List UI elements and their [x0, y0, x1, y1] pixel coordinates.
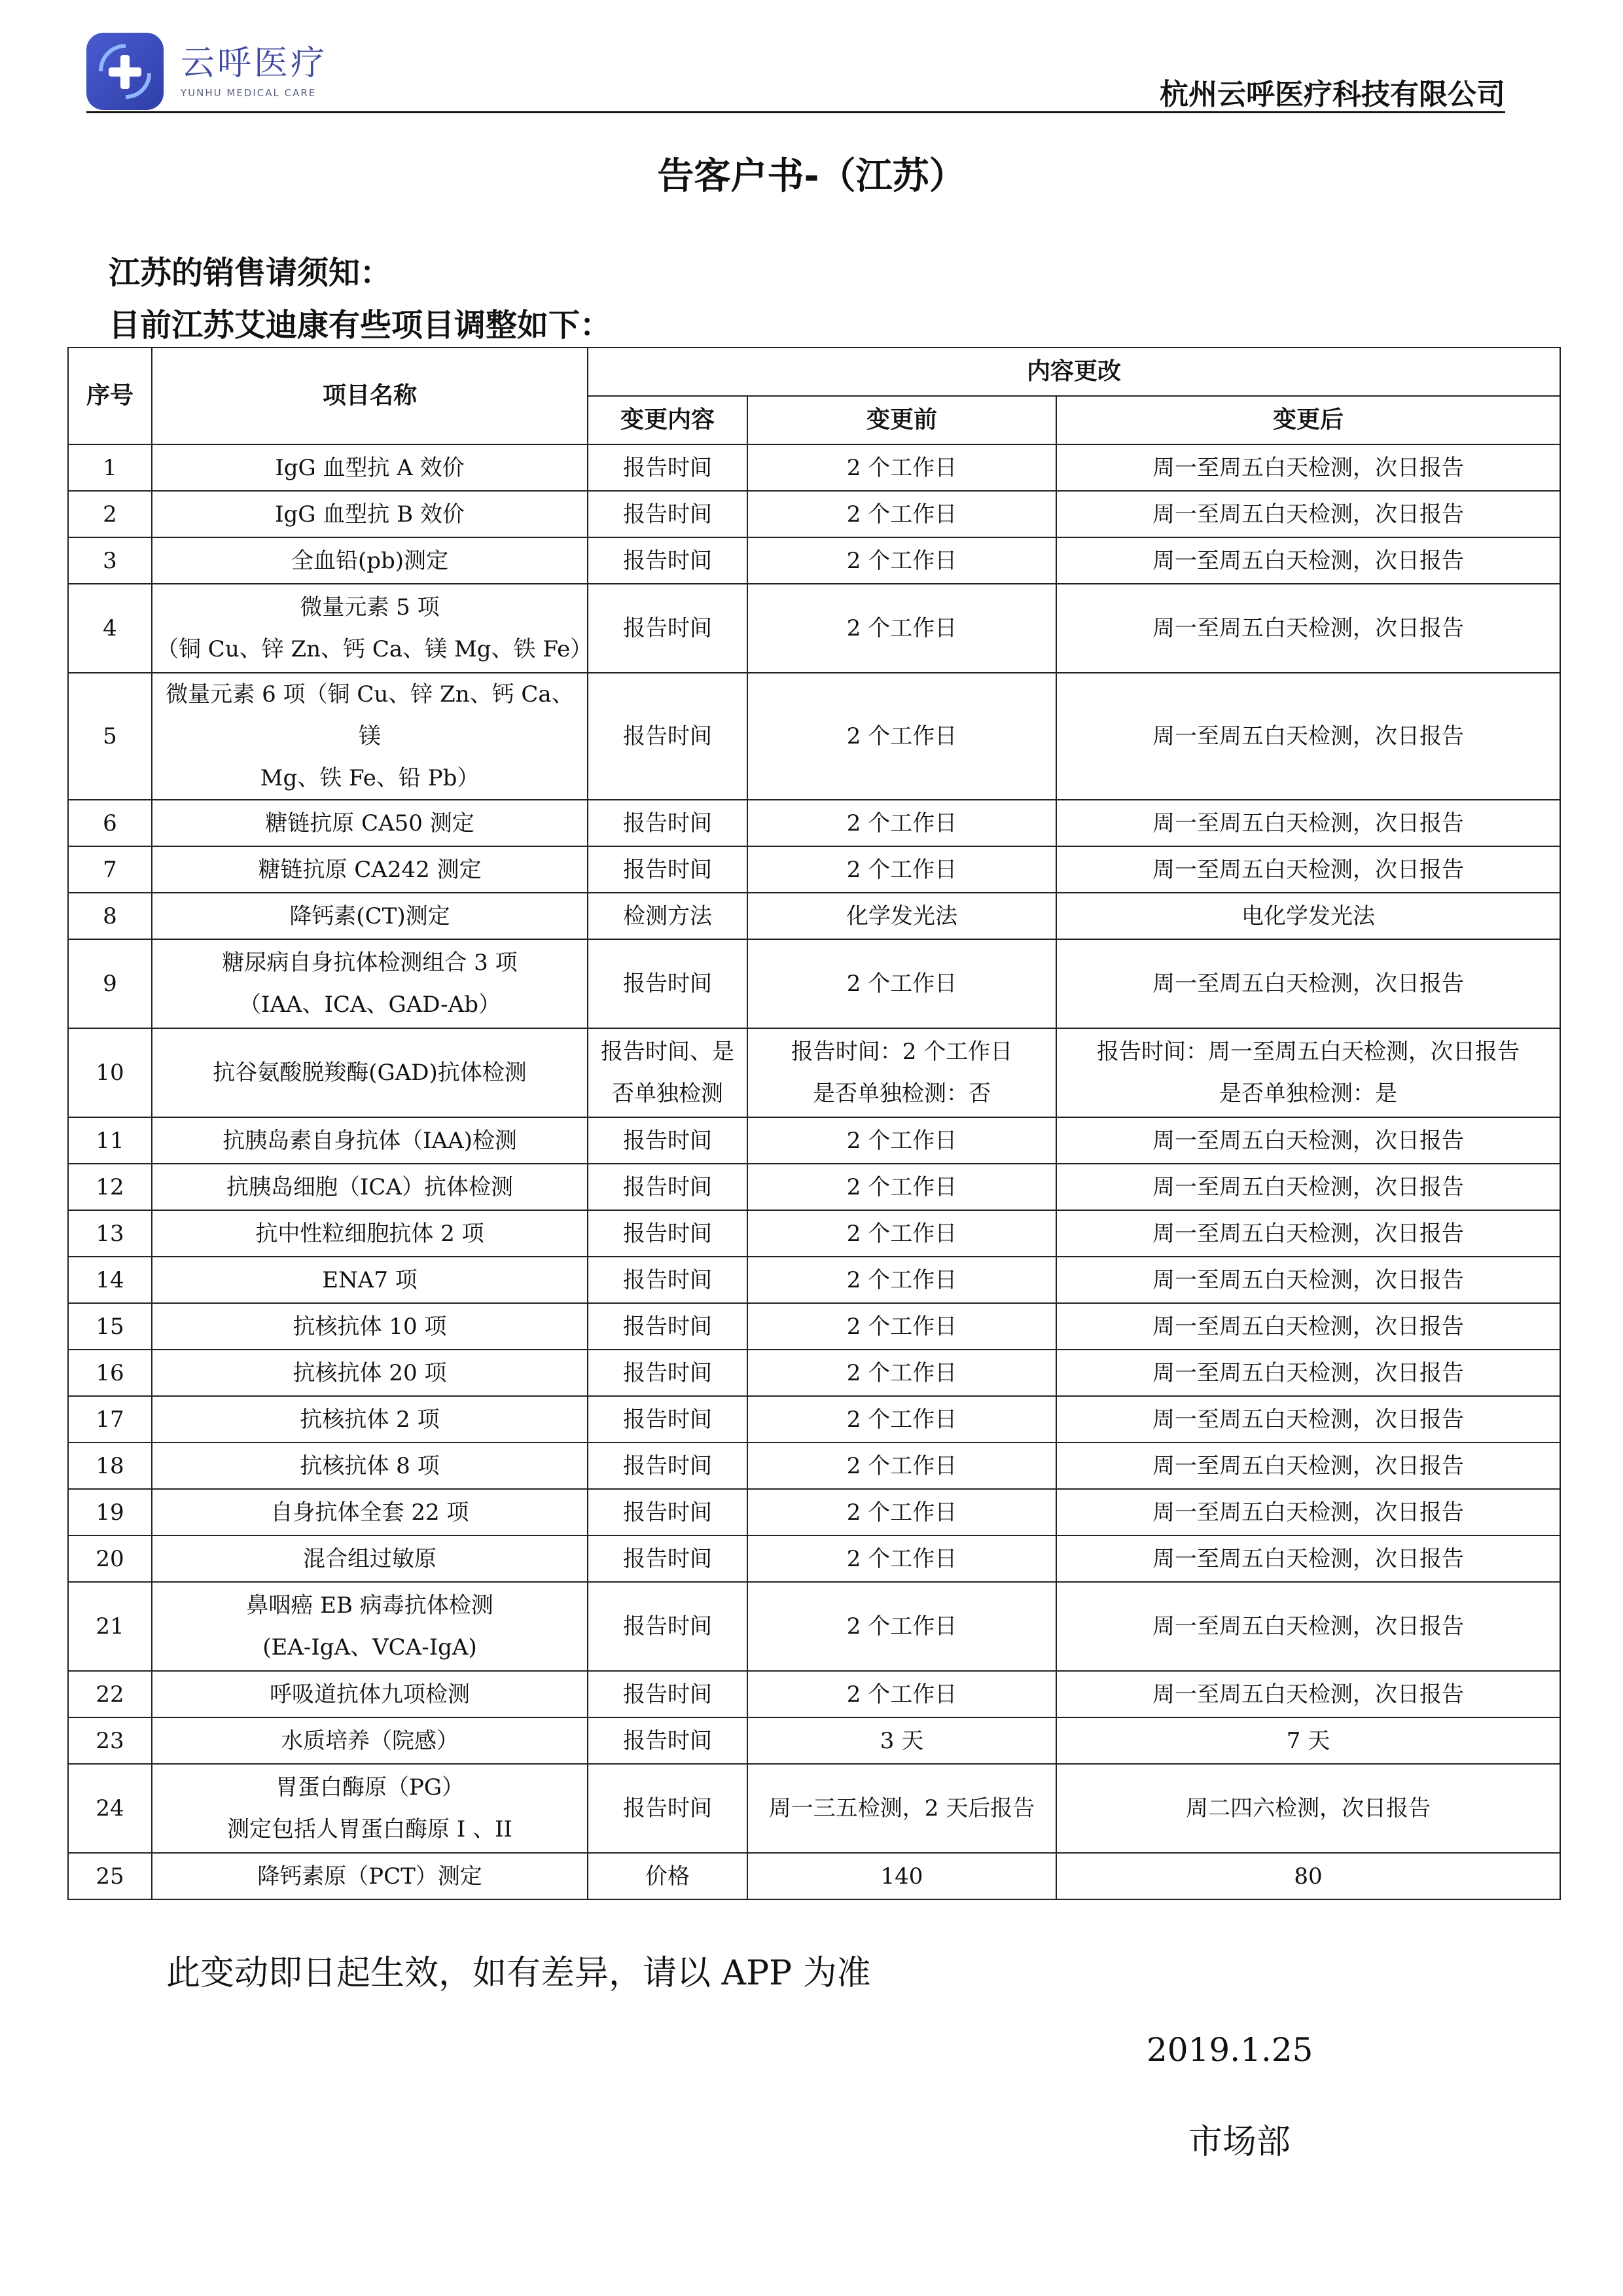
cell-after: [1056, 1350, 1560, 1396]
cell-after-line: 周一至周五白天检测，次日报告: [1152, 547, 1464, 574]
cell-no: 12: [68, 1164, 152, 1210]
table-row: [68, 444, 1560, 491]
cell-item-name: [152, 939, 588, 1028]
cell-no: 15: [68, 1303, 152, 1350]
cell-no: 16: [68, 1350, 152, 1396]
cell-no: 11: [68, 1117, 152, 1164]
cell-before-line: 2 个工作日: [846, 1406, 957, 1433]
cell-no: 6: [68, 800, 152, 846]
cell-no: 8: [68, 893, 152, 939]
cell-item-name: [152, 1028, 588, 1117]
table-row: [68, 1210, 1560, 1257]
cell-after: [1056, 491, 1560, 537]
cell-before: [747, 1717, 1056, 1764]
header-divider: [86, 111, 1505, 113]
cell-item-name: [152, 893, 588, 939]
table-row: [68, 584, 1560, 673]
cell-change-type-line: 报告时间、是: [601, 1039, 734, 1065]
cell-change-type-line: 报告时间: [623, 1681, 712, 1708]
cell-change-type-line: 报告时间: [623, 1795, 712, 1821]
header-change: 变更内容: [588, 396, 747, 444]
cell-item-name: [152, 584, 593, 673]
cell-before-line: 2 个工作日: [846, 723, 957, 749]
cell-item-name: [152, 1671, 588, 1717]
cell-item-name: [152, 800, 588, 846]
cell-change-type-line: 报告时间: [623, 547, 712, 574]
changes-table: [67, 347, 1561, 1900]
cell-item-name: [152, 1396, 588, 1443]
intro-line-1: 江苏的销售请须知：: [109, 255, 392, 291]
cell-item-name-line: ENA7 项: [322, 1266, 418, 1293]
cell-after: [1056, 1489, 1560, 1535]
cell-no: 19: [68, 1489, 152, 1535]
cell-change-type: [588, 1028, 747, 1117]
cell-after: [1056, 444, 1560, 491]
cell-change-type-line: 报告时间: [623, 1127, 712, 1154]
cell-after-line: 周一至周五白天检测，次日报告: [1152, 1313, 1464, 1340]
cell-item-name-line: 鼻咽癌 EB 病毒抗体检测: [246, 1592, 493, 1619]
cell-before: [747, 1582, 1056, 1671]
cell-before: [747, 893, 1056, 939]
cell-item-name: [152, 1303, 588, 1350]
cell-after-line: 周一至周五白天检测，次日报告: [1152, 971, 1464, 997]
table-row: [68, 673, 1560, 800]
logo-english-name: YUNHU MEDICAL CARE: [181, 86, 317, 99]
cell-item-name: [152, 491, 588, 537]
cell-item-name-line: 微量元素 5 项: [300, 594, 440, 620]
cell-change-type-line: 价格: [645, 1863, 690, 1890]
cell-after: [1056, 1396, 1560, 1443]
cell-item-name-line: 胃蛋白酶原（PG）: [275, 1774, 465, 1801]
cell-item-name: [152, 1350, 588, 1396]
cell-after-line: 周一至周五白天检测，次日报告: [1152, 501, 1464, 528]
table-body: [68, 444, 1560, 1899]
company-logo: [86, 30, 327, 112]
cell-before-line: 2 个工作日: [846, 501, 957, 528]
cell-after: [1056, 1117, 1560, 1164]
cell-after: [1056, 1764, 1560, 1853]
cell-before: [747, 1164, 1056, 1210]
cell-before: [747, 1535, 1056, 1582]
cell-before-line: 2 个工作日: [846, 1452, 957, 1479]
intro-line-2: 目前江苏艾迪康有些项目调整如下：: [109, 307, 612, 344]
cell-change-type: [588, 1117, 747, 1164]
cell-after: [1056, 1303, 1560, 1350]
cell-no: 18: [68, 1443, 152, 1489]
cell-item-name-line: 抗中性粒细胞抗体 2 项: [255, 1220, 484, 1247]
document-title: 告客户书-（江苏）: [657, 155, 966, 198]
cell-before-line: 2 个工作日: [846, 1313, 957, 1340]
cell-change-type-line: 报告时间: [623, 615, 712, 641]
cell-item-name: [152, 537, 588, 584]
cell-no: 17: [68, 1396, 152, 1443]
header-no: 序号: [68, 348, 152, 444]
cell-change-type-line: 否单独检测: [612, 1081, 723, 1107]
cell-change-type: [588, 1764, 747, 1853]
cell-item-name-line: 抗谷氨酸脱羧酶(GAD)抗体检测: [213, 1060, 527, 1086]
table-row: [68, 1396, 1560, 1443]
cell-item-name-line: 抗胰岛素自身抗体（IAA)检测: [223, 1127, 517, 1154]
cell-change-type: [588, 893, 747, 939]
table-row: [68, 1117, 1560, 1164]
cell-before: [747, 1853, 1056, 1899]
cell-item-name: [152, 1535, 588, 1582]
cell-after: [1056, 1717, 1560, 1764]
cell-before: [747, 1210, 1056, 1257]
cell-before-line: 报告时间：2 个工作日: [791, 1039, 1013, 1065]
cell-change-type-line: 报告时间: [623, 1613, 712, 1640]
cell-no: 22: [68, 1671, 152, 1717]
cell-change-type-line: 报告时间: [623, 1220, 712, 1247]
cell-no: 21: [68, 1582, 152, 1671]
cell-before: [747, 444, 1056, 491]
cell-change-type-line: 报告时间: [623, 1174, 712, 1200]
table-row: [68, 1853, 1560, 1899]
cell-change-type: [588, 673, 747, 800]
cell-before-line: 2 个工作日: [846, 1127, 957, 1154]
department-signature: 市场部: [1188, 2123, 1291, 2162]
cell-change-type: [588, 1210, 747, 1257]
cell-after: [1056, 1257, 1560, 1303]
cell-item-name: [152, 1443, 588, 1489]
table-row: [68, 1717, 1560, 1764]
cell-no: 2: [68, 491, 152, 537]
cell-change-type: [588, 939, 747, 1028]
cell-change-type: [588, 800, 747, 846]
cell-no: 3: [68, 537, 152, 584]
table-row: [68, 537, 1560, 584]
cell-item-name: [152, 1257, 588, 1303]
cell-item-name-line: 混合组过敏原: [303, 1545, 437, 1572]
cell-before: [747, 939, 1056, 1028]
cell-no: 7: [68, 846, 152, 893]
cell-item-name-line: 降钙素(CT)测定: [289, 903, 450, 929]
cell-change-type-line: 报告时间: [623, 1545, 712, 1572]
cell-before-line: 2 个工作日: [846, 547, 957, 574]
table-row: [68, 1350, 1560, 1396]
cell-item-name: [152, 1853, 588, 1899]
cell-change-type: [588, 537, 747, 584]
cell-item-name: [152, 846, 588, 893]
cell-item-name-line: 糖尿病自身抗体检测组合 3 项: [222, 950, 518, 976]
table-row: [68, 1764, 1560, 1853]
cell-after-line: 周一至周五白天检测，次日报告: [1152, 1174, 1464, 1200]
cell-after-line: 周一至周五白天检测，次日报告: [1152, 723, 1464, 749]
cell-no: 10: [68, 1028, 152, 1117]
cell-item-name-line: 糖链抗原 CA50 测定: [265, 810, 474, 836]
cell-before-line: 2 个工作日: [846, 1499, 957, 1526]
table-row: [68, 1164, 1560, 1210]
cell-before-line: 2 个工作日: [846, 454, 957, 481]
cell-before-line: 2 个工作日: [846, 1266, 957, 1293]
cell-before-line: 周一三五检测，2 天后报告: [768, 1795, 1035, 1821]
cell-change-type: [588, 1582, 747, 1671]
cell-change-type: [588, 1853, 747, 1899]
table-row: [68, 1489, 1560, 1535]
cell-item-name-line: 呼吸道抗体九项检测: [270, 1681, 470, 1708]
cell-change-type-line: 报告时间: [623, 856, 712, 883]
cell-no: 4: [68, 584, 152, 673]
cell-after-line: 周一至周五白天检测，次日报告: [1152, 1359, 1464, 1386]
table-row: [68, 893, 1560, 939]
cell-after-line: 周二四六检测，次日报告: [1186, 1795, 1431, 1821]
cell-before-line: 2 个工作日: [846, 1359, 957, 1386]
cell-before-line: 2 个工作日: [846, 1545, 957, 1572]
cell-item-name-line: 自身抗体全套 22 项: [270, 1499, 469, 1526]
cell-no: 20: [68, 1535, 152, 1582]
cell-item-name-line: 测定包括人胃蛋白酶原 I 、II: [227, 1816, 512, 1842]
cell-item-name: [152, 1717, 588, 1764]
cell-change-type-line: 报告时间: [623, 1313, 712, 1340]
table-row: [68, 1257, 1560, 1303]
cell-no: 9: [68, 939, 152, 1028]
cell-before: [747, 491, 1056, 537]
cell-no: 13: [68, 1210, 152, 1257]
cell-before-line: 2 个工作日: [846, 1613, 957, 1640]
cell-after-line: 周一至周五白天检测，次日报告: [1152, 1127, 1464, 1154]
cell-item-name-line: 降钙素原（PCT）测定: [257, 1863, 482, 1890]
cell-change-type: [588, 1396, 747, 1443]
cell-before: [747, 584, 1056, 673]
cell-before-line: 3 天: [880, 1727, 924, 1754]
cell-after: [1056, 673, 1560, 800]
table-row: [68, 1582, 1560, 1671]
cell-after-line: 周一至周五白天检测，次日报告: [1152, 1613, 1464, 1640]
cell-before-line: 2 个工作日: [846, 1220, 957, 1247]
cell-no: 5: [68, 673, 152, 800]
logo-chinese-name: 云呼医疗: [181, 43, 328, 83]
company-name: 杭州云呼医疗科技有限公司: [1160, 78, 1505, 111]
cell-after: [1056, 1164, 1560, 1210]
cell-before: [747, 1028, 1056, 1117]
cell-before: [747, 1350, 1056, 1396]
table-row: [68, 1028, 1560, 1117]
cell-change-type: [588, 491, 747, 537]
logo-cross-icon: [86, 33, 164, 110]
cell-change-type: [588, 584, 747, 673]
cell-item-name-line: 抗核抗体 20 项: [293, 1359, 447, 1386]
cell-change-type: [588, 846, 747, 893]
cell-after-line: 周一至周五白天检测，次日报告: [1152, 1406, 1464, 1433]
document-date: 2019.1.25: [1147, 2031, 1313, 2069]
cell-item-name-line: （IAA、ICA、GAD-Ab）: [239, 992, 501, 1018]
cell-before-line: 2 个工作日: [846, 1681, 957, 1708]
cell-after: [1056, 800, 1560, 846]
cell-before: [747, 1489, 1056, 1535]
cell-change-type: [588, 1443, 747, 1489]
table-row: [68, 1303, 1560, 1350]
header-after: 变更后: [1056, 396, 1560, 444]
cell-no: 25: [68, 1853, 152, 1899]
cell-after-line: 周一至周五白天检测，次日报告: [1152, 810, 1464, 836]
cell-after: [1056, 584, 1560, 673]
cell-change-type: [588, 1257, 747, 1303]
cell-after-line: 周一至周五白天检测，次日报告: [1152, 1499, 1464, 1526]
cell-before: [747, 1117, 1056, 1164]
cell-change-type-line: 报告时间: [623, 1499, 712, 1526]
table-row: [68, 846, 1560, 893]
cell-item-name: [152, 1164, 588, 1210]
cell-before-line: 2 个工作日: [846, 971, 957, 997]
header-before: 变更前: [747, 396, 1056, 444]
cell-after-line: 80: [1294, 1863, 1323, 1890]
cell-change-type-line: 报告时间: [623, 1727, 712, 1754]
cell-no: 24: [68, 1764, 152, 1853]
cell-after: [1056, 1671, 1560, 1717]
cell-after-line: 报告时间：周一至周五白天检测，次日报告: [1097, 1039, 1520, 1065]
cell-after: [1056, 846, 1560, 893]
cell-after: [1056, 1443, 1560, 1489]
cell-change-type: [588, 1164, 747, 1210]
table-row: [68, 800, 1560, 846]
page-header: [0, 0, 1623, 115]
table-row: [68, 1535, 1560, 1582]
cell-before: [747, 1443, 1056, 1489]
cell-change-type: [588, 1350, 747, 1396]
cell-item-name-line: 微量元素 6 项（铜 Cu、锌 Zn、钙 Ca、镁: [166, 681, 574, 749]
cell-item-name-line: IgG 血型抗 A 效价: [275, 454, 465, 481]
cell-before-line: 化学发光法: [846, 903, 957, 929]
cell-after-line: 电化学发光法: [1241, 903, 1375, 929]
cell-change-type: [588, 1489, 747, 1535]
cell-after: [1056, 1535, 1560, 1582]
cell-change-type-line: 报告时间: [623, 810, 712, 836]
cell-item-name-line: IgG 血型抗 B 效价: [275, 501, 465, 528]
cell-before: [747, 537, 1056, 584]
cell-after: [1056, 1028, 1560, 1117]
cell-before-line: 2 个工作日: [846, 810, 957, 836]
cell-before: [747, 1396, 1056, 1443]
cell-after-line: 7 天: [1286, 1727, 1330, 1754]
cell-change-type-line: 报告时间: [623, 1406, 712, 1433]
cell-item-name: [152, 673, 588, 800]
cell-change-type: [588, 1717, 747, 1764]
cell-item-name: [152, 1117, 588, 1164]
cell-no: 23: [68, 1717, 152, 1764]
cell-item-name-line: 抗核抗体 8 项: [300, 1452, 440, 1479]
cell-change-type-line: 报告时间: [623, 454, 712, 481]
cell-before: [747, 1303, 1056, 1350]
cell-change-type-line: 检测方法: [623, 903, 712, 929]
cell-change-type-line: 报告时间: [623, 1359, 712, 1386]
cell-before: [747, 846, 1056, 893]
cell-before-line: 是否单独检测：否: [813, 1081, 991, 1107]
cell-before-line: 2 个工作日: [846, 856, 957, 883]
header-name: 项目名称: [152, 348, 588, 444]
cell-change-type: [588, 1535, 747, 1582]
header-content-change: 内容更改: [588, 348, 1560, 396]
cell-after: [1056, 1210, 1560, 1257]
cell-before-line: 2 个工作日: [846, 615, 957, 641]
cell-after: [1056, 1853, 1560, 1899]
cell-item-name-line: 抗核抗体 2 项: [300, 1406, 440, 1433]
cell-item-name: [152, 444, 588, 491]
cell-item-name-line: 水质培养（院感）: [281, 1727, 459, 1754]
cell-item-name-line: (EA-IgA、VCA-IgA): [262, 1634, 477, 1660]
cell-item-name: [152, 1764, 588, 1853]
table-row: [68, 1671, 1560, 1717]
cell-item-name-line: 抗胰岛细胞（ICA）抗体检测: [226, 1174, 513, 1200]
cell-change-type: [588, 444, 747, 491]
table-row: [68, 939, 1560, 1028]
cell-change-type-line: 报告时间: [623, 971, 712, 997]
cell-after-line: 是否单独检测：是: [1219, 1081, 1397, 1107]
cell-change-type-line: 报告时间: [623, 501, 712, 528]
cell-item-name-line: Mg、铁 Fe、铅 Pb）: [260, 765, 480, 791]
cell-change-type: [588, 1671, 747, 1717]
cell-after: [1056, 1582, 1560, 1671]
cell-item-name: [152, 1489, 588, 1535]
effective-notice: 此变动即日起生效，如有差异，请以 APP 为准: [166, 1954, 871, 1993]
cell-before-line: 140: [880, 1863, 923, 1890]
cell-change-type-line: 报告时间: [623, 1452, 712, 1479]
cell-change-type-line: 报告时间: [623, 1266, 712, 1293]
cell-before: [747, 1764, 1056, 1853]
cell-before: [747, 1671, 1056, 1717]
cell-item-name: [152, 1210, 588, 1257]
cell-after-line: 周一至周五白天检测，次日报告: [1152, 454, 1464, 481]
cell-item-name-line: （铜 Cu、锌 Zn、钙 Ca、镁 Mg、铁 Fe）: [156, 636, 593, 662]
cell-change-type: [588, 1303, 747, 1350]
cell-after-line: 周一至周五白天检测，次日报告: [1152, 1545, 1464, 1572]
cell-after: [1056, 893, 1560, 939]
cell-after-line: 周一至周五白天检测，次日报告: [1152, 856, 1464, 883]
table-row: [68, 491, 1560, 537]
cell-after-line: 周一至周五白天检测，次日报告: [1152, 1452, 1464, 1479]
cell-before-line: 2 个工作日: [846, 1174, 957, 1200]
table-row: [68, 1443, 1560, 1489]
cell-change-type-line: 报告时间: [623, 723, 712, 749]
cell-after: [1056, 537, 1560, 584]
cell-after-line: 周一至周五白天检测，次日报告: [1152, 1266, 1464, 1293]
cell-no: 1: [68, 444, 152, 491]
cell-after-line: 周一至周五白天检测，次日报告: [1152, 1220, 1464, 1247]
cell-no: 14: [68, 1257, 152, 1303]
cell-item-name: [152, 1582, 588, 1671]
cell-after: [1056, 939, 1560, 1028]
cell-item-name-line: 糖链抗原 CA242 测定: [258, 856, 482, 883]
cell-after-line: 周一至周五白天检测，次日报告: [1152, 1681, 1464, 1708]
cell-item-name-line: 抗核抗体 10 项: [293, 1313, 447, 1340]
cell-before: [747, 1257, 1056, 1303]
cell-before: [747, 800, 1056, 846]
cell-after-line: 周一至周五白天检测，次日报告: [1152, 615, 1464, 641]
cell-item-name-line: 全血铅(pb)测定: [291, 547, 449, 574]
cell-before: [747, 673, 1056, 800]
